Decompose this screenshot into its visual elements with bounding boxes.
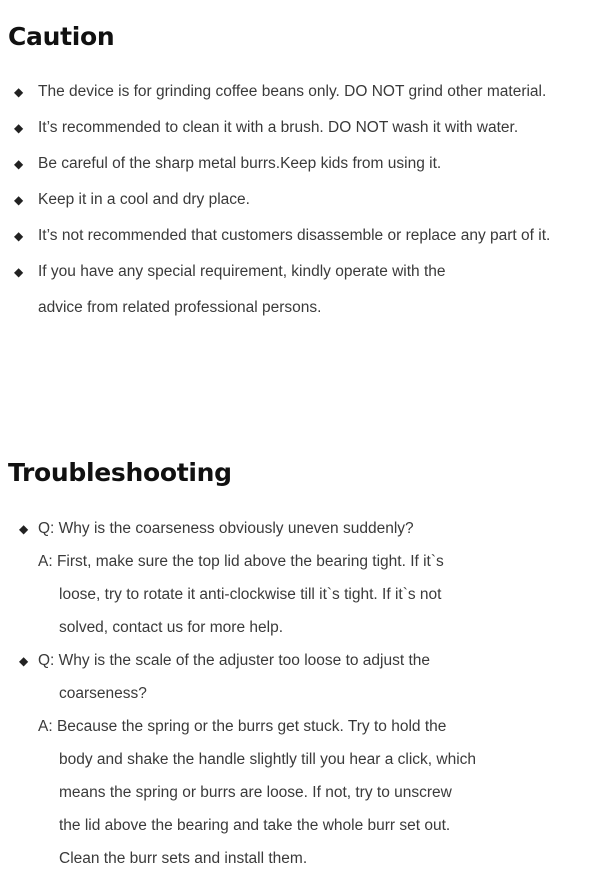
diamond-bullet-icon: ◆	[14, 157, 24, 171]
faq-question: Q: Why is the scale of the adjuster too loose to adjust the	[38, 652, 431, 669]
troubleshooting-heading: Troubleshooting	[8, 458, 232, 487]
diamond-bullet-icon: ◆	[14, 265, 24, 279]
faq-answer-continuation: loose, try to rotate it anti-clockwise till it`s tight. If it`s not	[59, 586, 442, 603]
caution-item: If you have any special requirement, kindly operate with the	[38, 263, 446, 280]
diamond-bullet-icon: ◆	[14, 229, 24, 243]
caution-item: Be careful of the sharp metal burrs.Keep kids from using it.	[38, 155, 442, 172]
caution-item: Keep it in a cool and dry place.	[38, 191, 250, 208]
caution-item: The device is for grinding coffee beans only. DO NOT grind other material.	[38, 83, 547, 100]
diamond-bullet-icon: ◆	[14, 85, 24, 99]
faq-question-continuation: coarseness?	[59, 685, 147, 702]
diamond-bullet-icon: ◆	[19, 522, 29, 536]
caution-item: It’s not recommended that customers disassemble or replace any part of it.	[38, 227, 551, 244]
faq-answer: A: Because the spring or the burrs get stuck. Try to hold the	[38, 718, 447, 735]
faq-answer-continuation: the lid above the bearing and take the whole burr set out.	[59, 817, 451, 834]
caution-item-continuation: advice from related professional persons.	[38, 299, 322, 316]
faq-answer-continuation: Clean the burr sets and install them.	[59, 850, 308, 867]
faq-answer: A: First, make sure the top lid above the bearing tight. If it`s	[38, 553, 444, 570]
faq-answer-continuation: solved, contact us for more help.	[59, 619, 284, 636]
caution-heading: Caution	[8, 22, 115, 51]
diamond-bullet-icon: ◆	[19, 654, 29, 668]
faq-answer-continuation: means the spring or burrs are loose. If not, try to unscrew	[59, 784, 452, 801]
faq-answer-continuation: body and shake the handle slightly till you hear a click, which	[59, 751, 477, 768]
diamond-bullet-icon: ◆	[14, 121, 24, 135]
diamond-bullet-icon: ◆	[14, 193, 24, 207]
faq-question: Q: Why is the coarseness obviously uneven suddenly?	[38, 520, 414, 537]
caution-item: It’s recommended to clean it with a brush. DO NOT wash it with water.	[38, 119, 519, 136]
